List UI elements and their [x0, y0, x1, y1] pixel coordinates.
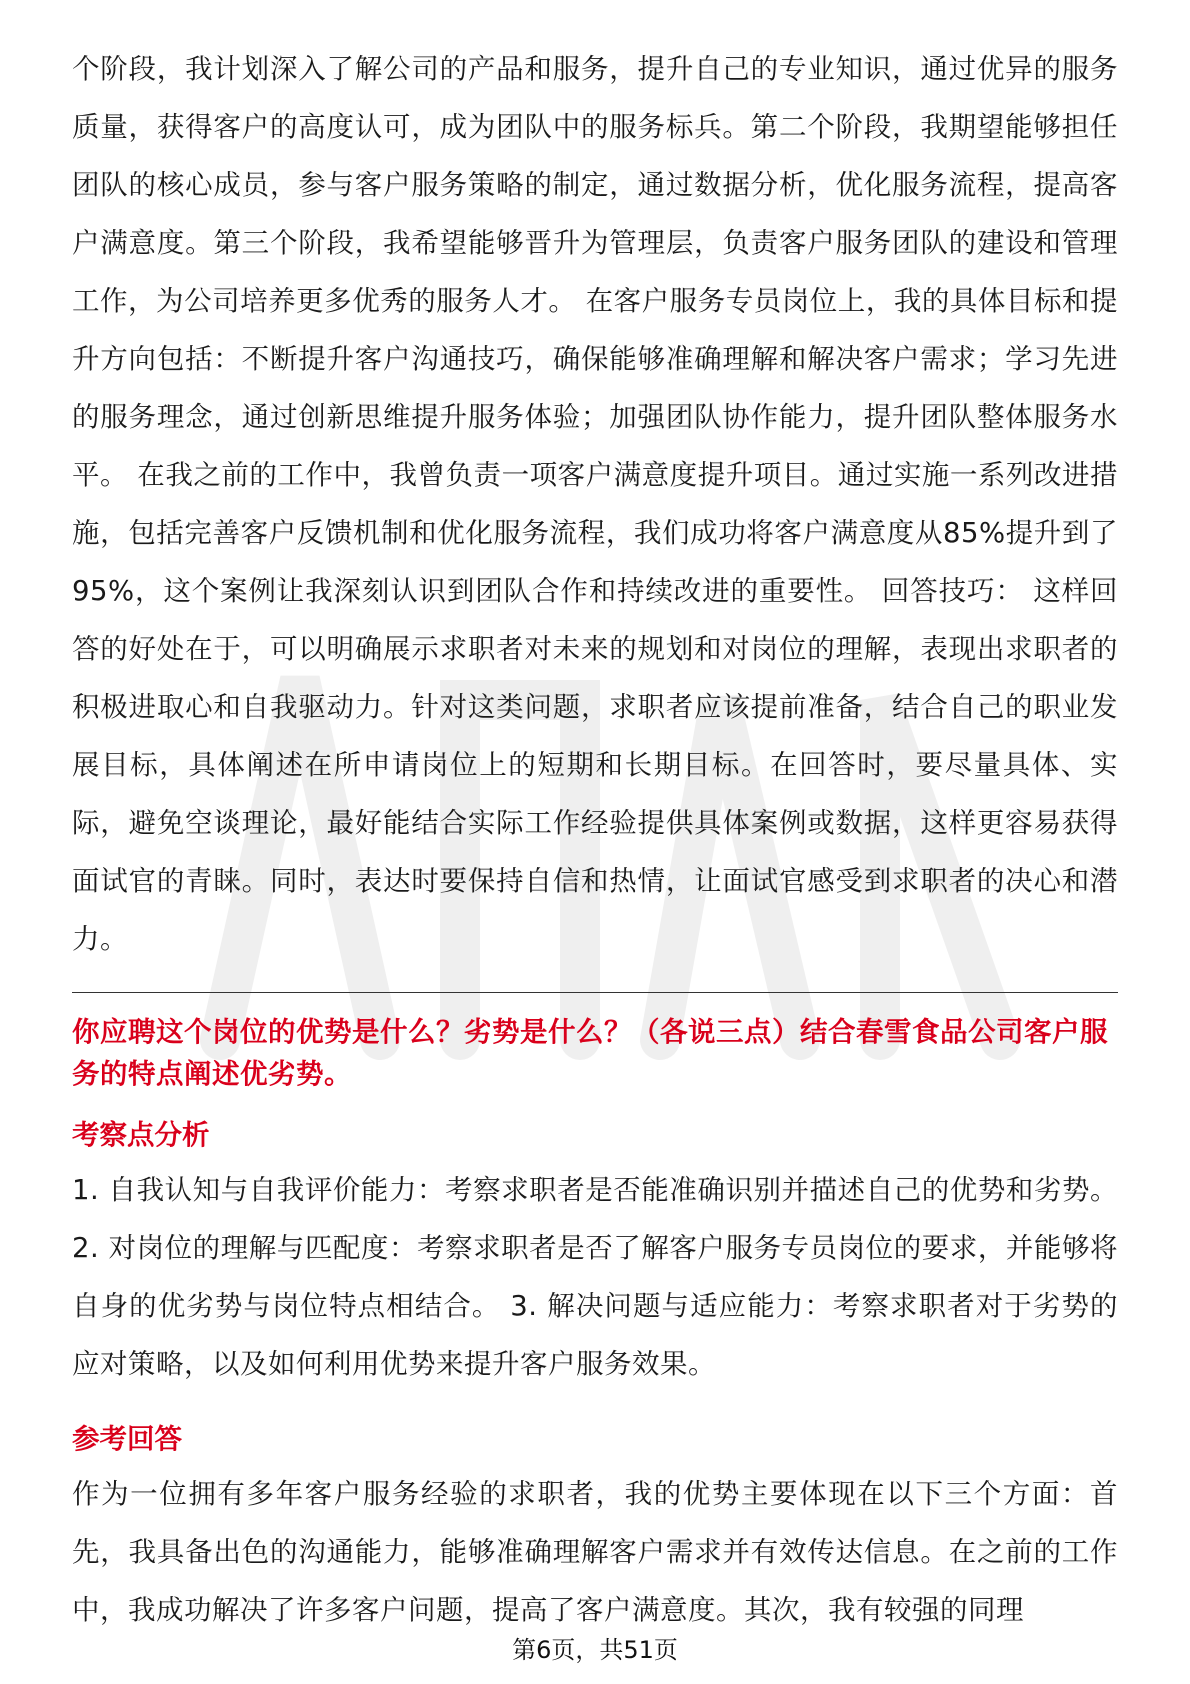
analysis-heading: 考察点分析 — [72, 1119, 210, 1151]
section-divider — [72, 992, 1118, 993]
page-number: 第6页，共51页 — [512, 1636, 678, 1664]
document-page — [72, 40, 1118, 1639]
interview-question: 你应聘这个岗位的优势是什么？劣势是什么？（各说三点）结合春雪食品公司客户服务的特点阐述优劣势。 — [72, 1016, 1108, 1090]
analysis-text: 1. 自我认知与自我评价能力：考察求职者是否能准确识别并描述自己的优势和劣势。 2. 对岗位的理解与匹配度：考察求职者是否了解客户服务专员岗位的要求，并能够将自身的优劣势与岗位特点相结合。 3. 解决问题与适应能力：考察求职者对于劣势的应对策略，以及如何利用优势来提升客户服务效果。 — [72, 1174, 1118, 1380]
reference-heading: 参考回答 — [72, 1423, 182, 1455]
body-paragraph: 个阶段，我计划深入了解公司的产品和服务，提升自己的专业知识，通过优异的服务质量，获得客户的高度认可，成为团队中的服务标兵。第二个阶段，我期望能够担任团队的核心成员，参与客户服务策略的制定，通过数据分析，优化服务流程，提高客户满意度。第三个阶段，我希望能够晋升为管理层，负责客户服务团队的建设和管理工作，为公司培养更多优秀的服务人才。 在客户服务专员岗位上，我的具体目标和提升方向包括：不断提升客户沟通技巧，确保能够准确理解和解决客户需求；学习先进的服务理念，通过创新思维提升服务体验；加强团队协作能力，提升团队整体服务水平。 在我之前的工作中，我曾负责一项客户满意度提升项目。通过实施一系列改进措施，包括完善客户反馈机制和优化服务流程，我们成功将客户满意度从85%提升到了95%，这个案例让我深刻认识到团队合作和持续改进的重要性。 回答技巧： 这样回答的好处在于，可以明确展示求职者对未来的规划和对岗位的理解，表现出求职者的积极进取心和自我驱动力。针对这类问题，求职者应该提前准备，结合自己的职业发展目标，具体阐述在所申请岗位上的短期和长期目标。在回答时，要尽量具体、实际，避免空谈理论，最好能结合实际工作经验提供具体案例或数据，这样更容易获得面试官的青睐。同时，表达时要保持自信和热情，让面试官感受到求职者的决心和潜力。 — [72, 53, 1118, 955]
reference-text: 作为一位拥有多年客户服务经验的求职者，我的优势主要体现在以下三个方面：首先，我具备出色的沟通能力，能够准确理解客户需求并有效传达信息。在之前的工作中，我成功解决了许多客户问题，提高了客户满意度。其次，我有较强的同理 — [72, 1478, 1118, 1626]
